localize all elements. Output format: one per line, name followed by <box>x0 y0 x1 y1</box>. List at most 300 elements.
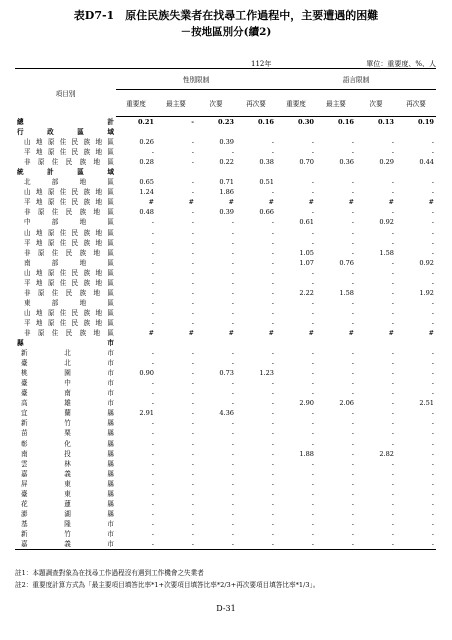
table-cell: # <box>428 328 434 337</box>
table-cell: - <box>231 349 234 358</box>
table-cell: # <box>348 328 354 337</box>
table-cell: - <box>191 298 194 307</box>
table-cell: # <box>388 328 394 337</box>
table-cell: - <box>351 419 354 428</box>
table-cell: - <box>151 308 154 317</box>
table-cell: - <box>351 188 354 197</box>
table-cell: - <box>271 479 274 488</box>
table-cell: - <box>391 288 394 297</box>
table-cell: - <box>151 499 154 508</box>
table-cell: - <box>431 489 434 498</box>
row-label: 嘉 義 縣 <box>21 469 114 478</box>
table-cell: - <box>311 489 314 498</box>
subheader: 再次要 <box>396 90 436 117</box>
group-header-gender: 性別限制 <box>116 69 276 90</box>
table-cell: 0.16 <box>337 118 354 126</box>
row-label: 花 蓮 縣 <box>21 499 114 508</box>
table-cell: - <box>191 318 194 327</box>
table-cell: - <box>191 349 194 358</box>
table-cell: - <box>351 238 354 247</box>
table-cell: 4.36 <box>219 409 234 418</box>
table-cell: - <box>271 439 274 448</box>
table-cell: - <box>191 489 194 498</box>
table-cell: - <box>231 318 234 327</box>
table-cell: - <box>271 499 274 508</box>
table-cell: - <box>151 519 154 528</box>
table-row <box>15 137 436 147</box>
table-cell: - <box>391 499 394 508</box>
table-cell: - <box>271 419 274 428</box>
table-cell: - <box>431 499 434 508</box>
row-label: 非原住民族地區 <box>24 208 114 217</box>
table-row <box>15 147 436 157</box>
table-cell: - <box>391 469 394 478</box>
table-cell: 0.26 <box>139 138 154 147</box>
row-label: 統 計 區 域 <box>17 168 114 177</box>
table-row <box>15 459 436 469</box>
table-cell: 0.65 <box>139 178 154 187</box>
table-cell: - <box>231 148 234 157</box>
row-label: 新 竹 縣 <box>21 419 114 428</box>
table-row <box>15 258 436 268</box>
table-cell: - <box>431 208 434 217</box>
table-cell: - <box>391 238 394 247</box>
table-cell: - <box>271 308 274 317</box>
table-cell: - <box>151 359 154 368</box>
table-cell <box>276 338 316 348</box>
table-subtitle: －按地區別分(續2) <box>180 26 272 38</box>
table-cell: - <box>191 409 194 418</box>
table-cell: - <box>191 148 194 157</box>
table-cell: - <box>271 218 274 227</box>
table-cell: - <box>311 479 314 488</box>
row-label: 山地原住民族地區 <box>24 228 114 237</box>
group-header-language: 語言限制 <box>276 69 436 90</box>
table-cell: - <box>391 268 394 277</box>
table-cell: - <box>431 509 434 518</box>
table-cell: 0.70 <box>299 158 314 167</box>
table-cell: - <box>311 459 314 468</box>
table-cell: 0.28 <box>139 158 154 167</box>
table-cell: - <box>271 399 274 408</box>
table-cell: - <box>231 389 234 398</box>
table-cell: - <box>311 298 314 307</box>
table-row <box>15 167 436 177</box>
table-cell: - <box>311 318 314 327</box>
row-label: 新 竹 市 <box>21 529 114 538</box>
table-cell: 1.23 <box>259 369 274 378</box>
unit-label: 單位：重要度、%、人 <box>366 60 436 68</box>
table-cell: - <box>271 469 274 478</box>
table-cell: - <box>431 248 434 257</box>
row-label: 臺 南 市 <box>21 389 114 398</box>
table-cell: 0.61 <box>299 218 314 227</box>
table-cell: - <box>391 349 394 358</box>
table-cell: - <box>351 439 354 448</box>
table-cell: - <box>351 148 354 157</box>
table-cell: - <box>431 429 434 438</box>
table-cell: - <box>231 308 234 317</box>
row-label: 彰 化 縣 <box>21 439 114 448</box>
table-cell: 1.88 <box>299 449 314 458</box>
table-cell: - <box>231 258 234 267</box>
row-label: 非原住民族地區 <box>24 328 114 337</box>
table-row <box>15 117 436 128</box>
table-cell: - <box>431 449 434 458</box>
table-cell: 0.90 <box>139 369 154 378</box>
table-cell <box>396 338 436 348</box>
table-cell: - <box>151 148 154 157</box>
table-cell: - <box>311 469 314 478</box>
table-cell: # <box>148 328 154 337</box>
row-label: 高 雄 市 <box>21 399 114 408</box>
table-cell: - <box>311 389 314 398</box>
table-cell: # <box>268 198 274 207</box>
table-cell: - <box>191 118 194 126</box>
table-cell: - <box>311 148 314 157</box>
table-cell: - <box>431 178 434 187</box>
table-cell: - <box>231 529 234 538</box>
table-cell: - <box>191 399 194 408</box>
table-cell: - <box>391 379 394 388</box>
table-cell: - <box>191 419 194 428</box>
table-cell <box>236 338 276 348</box>
table-cell: - <box>271 298 274 307</box>
table-cell: - <box>151 268 154 277</box>
table-cell: - <box>391 519 394 528</box>
table-cell: - <box>391 389 394 398</box>
table-cell: - <box>271 529 274 538</box>
table-cell: - <box>351 389 354 398</box>
row-label: 縣 市 <box>17 339 114 348</box>
table-cell: - <box>351 178 354 187</box>
table-cell: - <box>191 509 194 518</box>
table-cell: - <box>151 379 154 388</box>
table-cell: - <box>391 489 394 498</box>
table-cell: - <box>191 499 194 508</box>
table-row <box>15 217 436 227</box>
table-row <box>15 177 436 187</box>
table-cell: - <box>431 268 434 277</box>
table-cell: - <box>351 489 354 498</box>
table-cell: - <box>151 469 154 478</box>
table-cell: - <box>151 489 154 498</box>
table-cell: - <box>271 519 274 528</box>
subheader: 最主要 <box>156 90 196 117</box>
table-cell <box>156 167 196 177</box>
row-label: 非原住民族地區 <box>24 248 114 257</box>
table-cell: - <box>151 509 154 518</box>
table-row <box>15 499 436 509</box>
table-row <box>15 157 436 167</box>
table-cell: # <box>228 328 234 337</box>
table-cell: - <box>431 519 434 528</box>
table-cell: - <box>311 499 314 508</box>
row-label: 苗 栗 縣 <box>21 429 114 438</box>
table-cell <box>196 338 236 348</box>
table-cell: - <box>191 519 194 528</box>
table-cell: - <box>271 268 274 277</box>
subheader: 重要度 <box>276 90 316 117</box>
table-cell: - <box>311 188 314 197</box>
table-cell: - <box>431 318 434 327</box>
table-cell: - <box>271 449 274 458</box>
table-cell <box>116 127 156 137</box>
table-cell: - <box>231 419 234 428</box>
table-cell: - <box>271 188 274 197</box>
table-cell: - <box>271 228 274 237</box>
table-cell: - <box>231 248 234 257</box>
table-cell: # <box>268 328 274 337</box>
table-cell: - <box>151 228 154 237</box>
table-cell: 1.58 <box>339 288 354 297</box>
table-cell: - <box>351 529 354 538</box>
table-cell: - <box>311 429 314 438</box>
table-cell: - <box>191 359 194 368</box>
row-label: 中 部 地 區 <box>24 218 114 227</box>
table-cell: - <box>431 419 434 428</box>
table-cell: - <box>391 308 394 317</box>
table-row <box>15 439 436 449</box>
table-row <box>15 509 436 519</box>
table-cell: - <box>351 379 354 388</box>
row-label: 平地原住民族地區 <box>24 318 114 327</box>
table-cell: - <box>431 298 434 307</box>
table-cell: - <box>351 359 354 368</box>
table-cell: - <box>191 439 194 448</box>
subheader: 次要 <box>196 90 236 117</box>
table-cell: - <box>191 469 194 478</box>
table-row <box>15 308 436 318</box>
table-cell: - <box>391 359 394 368</box>
table-cell: - <box>196 539 236 550</box>
table-cell: - <box>151 258 154 267</box>
table-cell: - <box>431 359 434 368</box>
table-cell <box>156 127 196 137</box>
table-cell: 1.58 <box>379 248 394 257</box>
table-cell: - <box>391 399 394 408</box>
page-number: D-31 <box>216 604 236 613</box>
table-cell: - <box>231 499 234 508</box>
table-cell: - <box>231 489 234 498</box>
table-cell: # <box>308 328 314 337</box>
row-label: 非原住民族地區 <box>24 288 114 297</box>
table-cell: 0.38 <box>259 158 274 167</box>
table-row <box>15 449 436 459</box>
table-cell: 0.51 <box>259 178 274 187</box>
table-cell: - <box>191 228 194 237</box>
table-cell: - <box>151 218 154 227</box>
table-cell: - <box>431 228 434 237</box>
table-cell: 2.22 <box>299 288 314 297</box>
table-cell: 0.19 <box>417 118 434 126</box>
table-cell: - <box>151 278 154 287</box>
table-cell: - <box>151 419 154 428</box>
table-cell: - <box>231 509 234 518</box>
table-row <box>15 388 436 398</box>
table-cell: - <box>351 469 354 478</box>
table-cell: - <box>271 409 274 418</box>
row-label: 新 北 市 <box>21 349 114 358</box>
table-cell: - <box>391 479 394 488</box>
table-cell: - <box>431 278 434 287</box>
footnote-2: 註2：重要度計算方式為「最主要項目填答比率*1+次要項目填答比率*2/3+再次要項目填答比率*1/3」。 <box>15 581 320 589</box>
table-row <box>15 338 436 348</box>
table-cell: - <box>231 469 234 478</box>
table-cell <box>116 167 156 177</box>
table-cell: - <box>231 479 234 488</box>
table-cell: - <box>151 288 154 297</box>
table-cell: - <box>311 138 314 147</box>
table-cell: - <box>431 308 434 317</box>
row-label: 南 投 縣 <box>21 449 114 458</box>
table-cell: - <box>191 379 194 388</box>
table-cell: 1.86 <box>219 188 234 197</box>
table-cell: - <box>271 509 274 518</box>
table-cell: 0.39 <box>219 208 234 217</box>
table-cell: - <box>231 439 234 448</box>
row-label: 山地原住民族地區 <box>24 138 114 147</box>
table-cell: - <box>351 509 354 518</box>
table-cell <box>276 127 316 137</box>
table-cell: 0.92 <box>379 218 394 227</box>
table-row <box>15 348 436 358</box>
table-cell: - <box>351 308 354 317</box>
table-cell: # <box>188 328 194 337</box>
table-cell: - <box>236 539 276 550</box>
table-cell: - <box>311 308 314 317</box>
row-label: 臺 北 市 <box>21 359 114 368</box>
table-cell: 1.24 <box>139 188 154 197</box>
table-cell: 2.91 <box>139 409 154 418</box>
table-row <box>15 238 436 248</box>
table-cell <box>236 127 276 137</box>
table-cell: - <box>311 278 314 287</box>
table-cell: 0.13 <box>377 118 394 126</box>
table-cell: - <box>391 419 394 428</box>
table-cell: - <box>191 278 194 287</box>
table-cell: - <box>351 499 354 508</box>
table-cell: - <box>391 298 394 307</box>
table-cell: - <box>191 258 194 267</box>
table-cell: 0.73 <box>219 369 234 378</box>
row-label: 平地原住民族地區 <box>24 198 114 207</box>
table-cell: - <box>271 138 274 147</box>
table-cell: - <box>311 529 314 538</box>
table-cell: - <box>231 449 234 458</box>
table-cell: - <box>231 399 234 408</box>
table-cell: - <box>351 409 354 418</box>
table-cell: 0.29 <box>379 158 394 167</box>
table-cell: 0.16 <box>257 118 274 126</box>
table-cell: - <box>311 228 314 237</box>
table-cell: - <box>191 459 194 468</box>
table-row <box>15 248 436 258</box>
table-cell: 0.21 <box>137 118 154 126</box>
table-cell: - <box>391 429 394 438</box>
table-row <box>15 529 436 539</box>
table-title: 表D7-1 原住民族失業者在找尋工作過程中，主要遭遇的困難 <box>73 9 379 22</box>
table-cell: - <box>351 218 354 227</box>
table-cell: - <box>191 479 194 488</box>
table-row <box>15 539 436 550</box>
table-cell: - <box>431 379 434 388</box>
row-label: 臺 東 縣 <box>21 489 114 498</box>
table-cell: - <box>311 379 314 388</box>
table-cell: 0.36 <box>339 158 354 167</box>
table-cell: - <box>431 479 434 488</box>
table-cell: - <box>311 178 314 187</box>
table-cell: 0.39 <box>219 138 234 147</box>
table-cell: - <box>271 359 274 368</box>
table-cell: - <box>151 298 154 307</box>
table-cell: 2.82 <box>379 449 394 458</box>
table-cell: - <box>311 369 314 378</box>
table-cell: - <box>151 459 154 468</box>
table-cell: - <box>431 409 434 418</box>
table-cell <box>196 127 236 137</box>
table-cell: - <box>431 459 434 468</box>
table-cell: - <box>351 248 354 257</box>
table-cell: - <box>351 138 354 147</box>
table-cell: - <box>191 178 194 187</box>
table-cell: - <box>351 228 354 237</box>
table-row <box>15 479 436 489</box>
table-row <box>15 328 436 338</box>
table-cell: - <box>231 218 234 227</box>
table-cell: - <box>151 429 154 438</box>
table-cell: - <box>431 369 434 378</box>
table-cell: - <box>151 349 154 358</box>
table-cell: - <box>271 379 274 388</box>
table-cell: - <box>191 389 194 398</box>
table-cell: - <box>391 439 394 448</box>
table-cell: - <box>391 258 394 267</box>
table-cell <box>156 338 196 348</box>
table-cell <box>236 167 276 177</box>
table-cell: 0.66 <box>259 208 274 217</box>
table-cell: - <box>231 359 234 368</box>
table-row <box>15 268 436 278</box>
table-cell: 0.76 <box>339 258 354 267</box>
row-label: 山地原住民族地區 <box>24 268 114 277</box>
table-cell: - <box>351 449 354 458</box>
table-cell: - <box>431 138 434 147</box>
table-cell: 0.44 <box>419 158 434 167</box>
row-label: 山地原住民族地區 <box>24 308 114 317</box>
table-row <box>15 489 436 499</box>
table-cell <box>116 338 156 348</box>
table-cell: - <box>271 389 274 398</box>
table-cell: - <box>316 539 356 550</box>
table-cell: - <box>151 399 154 408</box>
table-cell: 2.90 <box>299 399 314 408</box>
footnote-1: 註1：本題調查對象為在找尋工作過程沒有遇到工作機會之失業者 <box>15 569 204 577</box>
table-cell <box>316 127 356 137</box>
table-cell: - <box>391 188 394 197</box>
table-cell: # <box>148 198 154 207</box>
table-cell: - <box>391 138 394 147</box>
table-cell: - <box>391 148 394 157</box>
table-cell: - <box>191 158 194 167</box>
row-label: 非原住民族地區 <box>24 158 114 167</box>
table-cell: 2.06 <box>339 399 354 408</box>
table-cell: - <box>191 138 194 147</box>
table-cell: - <box>116 539 156 550</box>
table-cell: - <box>351 278 354 287</box>
table-row <box>15 428 436 438</box>
data-table <box>15 68 436 550</box>
